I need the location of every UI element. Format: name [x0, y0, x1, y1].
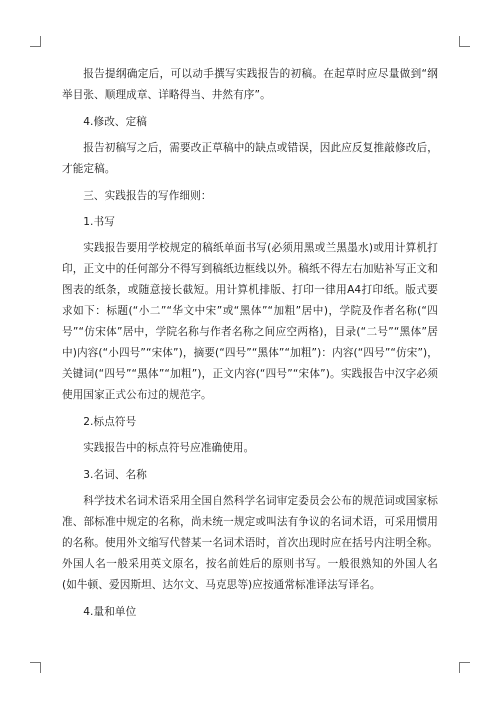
heading-writing: 1.书写 [83, 216, 115, 228]
paragraph-terms: 科学技术名词术语采用全国自然科学名词审定委员会公布的规范词或国家标准、部标准中规定的名称，尚未统一规定或叫法有争议的名词术语，可采用惯用的名称。使用外文缩写代替某一名词术语时，首次出现时应在括号内注明全称。外国人名一般采用英文原名，按名前姓后的原则书写。一般很熟知的外国人名(如牛顿、爱因斯坦、达尔文、马克思等)应按通常标准译法写译名。 [62, 495, 438, 591]
crop-mark-top-right [459, 36, 470, 47]
heading-punctuation: 2.标点符号 [83, 416, 137, 428]
document-body [62, 64, 438, 628]
paragraph-writing: 实践报告要用学校规定的稿纸单面书写(必须用黑或兰黑墨水)或用计算机打印，正文中的任何部分不得写到稿纸边框线以外。稿纸不得左右加贴补写正文和图表的纸条，或随意接长截短。用计算机排版、打印一律用A4打印纸。版式要求如下：标题(“小二”“华文中宋”或“黑体”“加粗”居中)，学院及作者名称(“四号”“仿宋体”居中，学院名称与作者名称之间应空两格)，目录(“二号”“黑体”居中)内容(“小四号”“宋体”)，摘要(“四号”“黑体”“加粗”)：内容(“四号”“仿宋”)，关键词(“四号”“黑体”“加粗”)，正文内容(“四号”“宋体”)。实践报告中汉字必须使用国家正式公布过的规范字。 [62, 242, 438, 401]
paragraph-punctuation: 实践报告中的标点符号应准确使用。 [83, 442, 255, 454]
heading-terms: 3.名词、名称 [83, 469, 147, 481]
heading-revise: 4.修改、定稿 [83, 116, 147, 128]
crop-mark-bottom-left [30, 662, 41, 673]
crop-mark-bottom-right [459, 662, 470, 673]
heading-writing-rules: 三、实践报告的写作细则： [83, 190, 212, 202]
paragraph-draft: 报告提纲确定后，可以动手撰写实践报告的初稿。在起草时应尽量做到“纲举目张、顺理成章、详略得当、井然有序”。 [62, 68, 438, 101]
heading-units: 4.量和单位 [83, 606, 137, 618]
paragraph-revise: 报告初稿写之后，需要改正草稿中的缺点或错误，因此应反复推敲修改后，才能定稿。 [62, 142, 438, 175]
crop-mark-top-left [30, 36, 41, 47]
